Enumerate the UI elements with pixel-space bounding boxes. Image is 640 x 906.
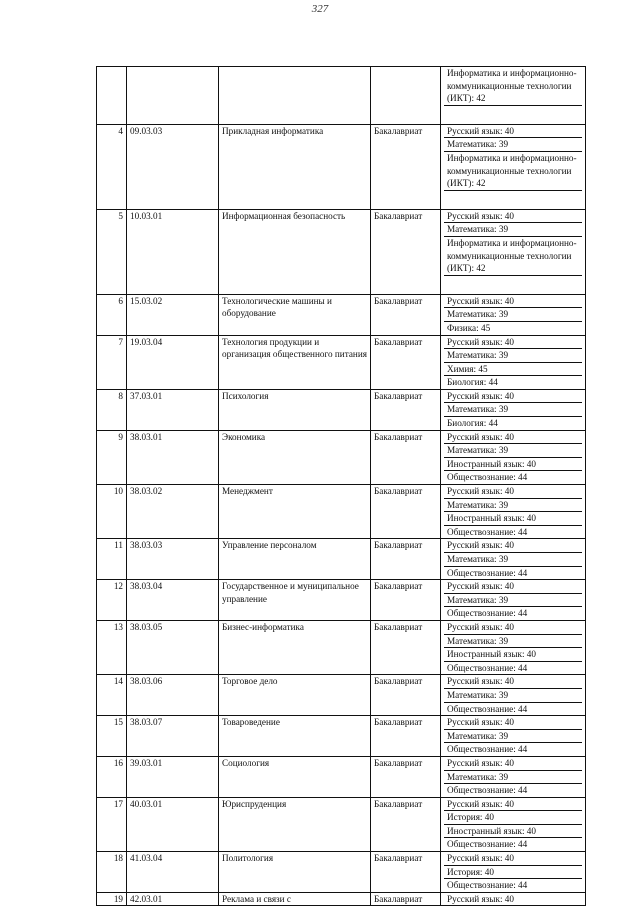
program-code: 40.03.01 — [127, 797, 219, 851]
education-level: Бакалавриат — [371, 716, 441, 757]
exam-subject: Физика: 45 — [447, 322, 491, 333]
exam-subject: Русский язык: 40 — [444, 125, 582, 139]
education-level: Бакалавриат — [371, 335, 441, 389]
program-name: Социология — [219, 756, 371, 797]
education-level: Бакалавриат — [371, 892, 441, 906]
table-row — [97, 539, 586, 580]
entrance-exams-cell — [441, 539, 586, 580]
program-code: 41.03.04 — [127, 852, 219, 893]
exam-subject: Математика: 39 — [444, 403, 582, 417]
table-row — [97, 797, 586, 851]
program-name: Товароведение — [219, 716, 371, 757]
entrance-exams-cell — [441, 335, 586, 389]
program-code: 38.03.04 — [127, 580, 219, 621]
exam-subject: Математика: 39 — [444, 308, 582, 322]
row-number: 12 — [97, 580, 127, 621]
row-number: 4 — [97, 124, 127, 209]
exam-subject: Информатика и информационно-коммуникационные технологии (ИКТ): 42 — [444, 67, 582, 106]
education-level: Бакалавриат — [371, 294, 441, 335]
program-code: 39.03.01 — [127, 756, 219, 797]
entrance-exams-cell — [441, 389, 586, 430]
program-code — [127, 67, 219, 125]
program-name: Информационная безопасность — [219, 209, 371, 294]
program-code: 38.03.01 — [127, 430, 219, 484]
program-name: Прикладная информатика — [219, 124, 371, 209]
exam-subject: Обществознание: 44 — [447, 472, 528, 483]
row-number: 15 — [97, 716, 127, 757]
education-level: Бакалавриат — [371, 852, 441, 893]
exam-subject: Русский язык: 40 — [444, 210, 582, 224]
exam-subject: История: 40 — [444, 811, 582, 825]
row-number: 8 — [97, 389, 127, 430]
program-code: 19.03.04 — [127, 335, 219, 389]
table-row — [97, 485, 586, 539]
exam-subject: Математика: 39 — [444, 730, 582, 744]
table-row — [97, 124, 586, 209]
row-number: 10 — [97, 485, 127, 539]
program-name: Торговое дело — [219, 675, 371, 716]
table-row — [97, 389, 586, 430]
exam-subject: Обществознание: 44 — [447, 703, 528, 714]
row-number: 5 — [97, 209, 127, 294]
exam-subject: Информатика и информационно-коммуникационные технологии (ИКТ): 42 — [444, 237, 582, 276]
program-code: 38.03.02 — [127, 485, 219, 539]
program-code: 38.03.03 — [127, 539, 219, 580]
row-number: 17 — [97, 797, 127, 851]
education-level: Бакалавриат — [371, 539, 441, 580]
exam-subject: Биология: 44 — [447, 418, 498, 429]
row-number: 13 — [97, 620, 127, 674]
table-row — [97, 67, 586, 125]
row-number: 14 — [97, 675, 127, 716]
table-row — [97, 852, 586, 893]
program-name: Экономика — [219, 430, 371, 484]
program-name — [219, 67, 371, 125]
exam-subject: Русский язык: 40 — [444, 798, 582, 812]
table-row — [97, 430, 586, 484]
row-number: 9 — [97, 430, 127, 484]
exam-subject: Русский язык: 40 — [444, 390, 582, 404]
entrance-exams-cell — [441, 620, 586, 674]
program-name: Политология — [219, 852, 371, 893]
entrance-exams-cell — [441, 209, 586, 294]
program-name: Технология продукции и организация общественного питания — [219, 335, 371, 389]
exam-subject: Математика: 39 — [444, 349, 582, 363]
exam-subject: Обществознание: 44 — [447, 526, 528, 537]
entrance-exams-cell — [441, 797, 586, 851]
exam-subject: Химия: 45 — [444, 363, 582, 377]
exam-subject: Обществознание: 44 — [447, 880, 528, 891]
exam-subject: Русский язык: 40 — [444, 295, 582, 309]
entrance-exams-cell — [441, 67, 586, 125]
exam-subject: Русский язык: 40 — [444, 539, 582, 553]
education-level: Бакалавриат — [371, 485, 441, 539]
exam-subject: Русский язык: 40 — [444, 621, 582, 635]
row-number: 18 — [97, 852, 127, 893]
program-name: Менеджмент — [219, 485, 371, 539]
program-name: Управление персоналом — [219, 539, 371, 580]
cell-spacer — [444, 106, 582, 124]
entrance-exams-cell — [441, 716, 586, 757]
row-number: 19 — [97, 892, 127, 906]
table-row — [97, 892, 586, 906]
exam-subject: Математика: 39 — [444, 223, 582, 237]
exam-subject: Иностранный язык: 40 — [444, 512, 582, 526]
exam-subject: Биология: 44 — [447, 377, 498, 388]
education-level: Бакалавриат — [371, 209, 441, 294]
row-number: 7 — [97, 335, 127, 389]
exam-subject: Математика: 39 — [444, 594, 582, 608]
exam-subject: Русский язык: 40 — [444, 485, 582, 499]
exam-subject: История: 40 — [444, 866, 582, 880]
entrance-exams-cell — [441, 294, 586, 335]
program-name: Бизнес-информатика — [219, 620, 371, 674]
education-level: Бакалавриат — [371, 756, 441, 797]
programs-table-body — [97, 67, 586, 906]
exam-subject: Обществознание: 44 — [447, 839, 528, 850]
row-number: 6 — [97, 294, 127, 335]
exam-subject: Обществознание: 44 — [447, 567, 528, 578]
table-row — [97, 209, 586, 294]
education-level: Бакалавриат — [371, 620, 441, 674]
exam-subject: Математика: 39 — [444, 771, 582, 785]
exam-subject: Русский язык: 40 — [444, 675, 582, 689]
program-code: 38.03.07 — [127, 716, 219, 757]
entrance-exams-cell — [441, 756, 586, 797]
education-level: Бакалавриат — [371, 389, 441, 430]
page-number-mark: 327 — [311, 3, 329, 15]
exam-subject: Математика: 39 — [444, 553, 582, 567]
entrance-exams-cell — [441, 852, 586, 893]
entrance-exams-cell — [441, 485, 586, 539]
table-row — [97, 580, 586, 621]
entrance-exams-cell — [441, 124, 586, 209]
program-name: Технологические машины и оборудование — [219, 294, 371, 335]
exam-subject: Обществознание: 44 — [447, 744, 528, 755]
exam-subject: Русский язык: 40 — [444, 580, 582, 594]
program-name: Психология — [219, 389, 371, 430]
education-level: Бакалавриат — [371, 124, 441, 209]
table-row — [97, 620, 586, 674]
exam-subject: Информатика и информационно-коммуникационные технологии (ИКТ): 42 — [444, 152, 582, 191]
table-row — [97, 335, 586, 389]
exam-subject: Русский язык: 40 — [447, 893, 514, 904]
exam-subject: Иностранный язык: 40 — [444, 458, 582, 472]
exam-subject: Математика: 39 — [444, 689, 582, 703]
exam-subject: Обществознание: 44 — [447, 608, 528, 619]
exam-subject: Обществознание: 44 — [447, 662, 528, 673]
program-code: 42.03.01 — [127, 892, 219, 906]
programs-table — [96, 66, 586, 906]
exam-subject: Математика: 39 — [444, 444, 582, 458]
program-code: 15.03.02 — [127, 294, 219, 335]
education-level: Бакалавриат — [371, 675, 441, 716]
exam-subject: Иностранный язык: 40 — [444, 648, 582, 662]
table-row — [97, 756, 586, 797]
education-level: Бакалавриат — [371, 430, 441, 484]
education-level — [371, 67, 441, 125]
exam-subject: Иностранный язык: 40 — [444, 825, 582, 839]
program-name: Юриспруденция — [219, 797, 371, 851]
table-row — [97, 675, 586, 716]
education-level: Бакалавриат — [371, 580, 441, 621]
exam-subject: Математика: 39 — [444, 138, 582, 152]
exam-subject: Русский язык: 40 — [444, 716, 582, 730]
program-name: Реклама и связи с — [219, 892, 371, 906]
entrance-exams-cell — [441, 675, 586, 716]
cell-spacer — [444, 276, 582, 294]
row-number: 11 — [97, 539, 127, 580]
program-code: 09.03.03 — [127, 124, 219, 209]
exam-subject: Математика: 39 — [444, 499, 582, 513]
entrance-exams-cell — [441, 580, 586, 621]
entrance-exams-cell — [441, 892, 586, 906]
program-code: 38.03.06 — [127, 675, 219, 716]
exam-subject: Русский язык: 40 — [444, 336, 582, 350]
exam-subject: Русский язык: 40 — [444, 852, 582, 866]
cell-spacer — [444, 191, 582, 209]
exam-subject: Русский язык: 40 — [444, 431, 582, 445]
program-name: Государственное и муниципальное управление — [219, 580, 371, 621]
row-number: 16 — [97, 756, 127, 797]
table-row — [97, 716, 586, 757]
exam-subject: Математика: 39 — [444, 635, 582, 649]
entrance-exams-cell — [441, 430, 586, 484]
program-code: 10.03.01 — [127, 209, 219, 294]
row-number — [97, 67, 127, 125]
exam-subject: Обществознание: 44 — [447, 785, 528, 796]
program-code: 38.03.05 — [127, 620, 219, 674]
education-level: Бакалавриат — [371, 797, 441, 851]
table-row — [97, 294, 586, 335]
program-code: 37.03.01 — [127, 389, 219, 430]
exam-subject: Русский язык: 40 — [444, 757, 582, 771]
